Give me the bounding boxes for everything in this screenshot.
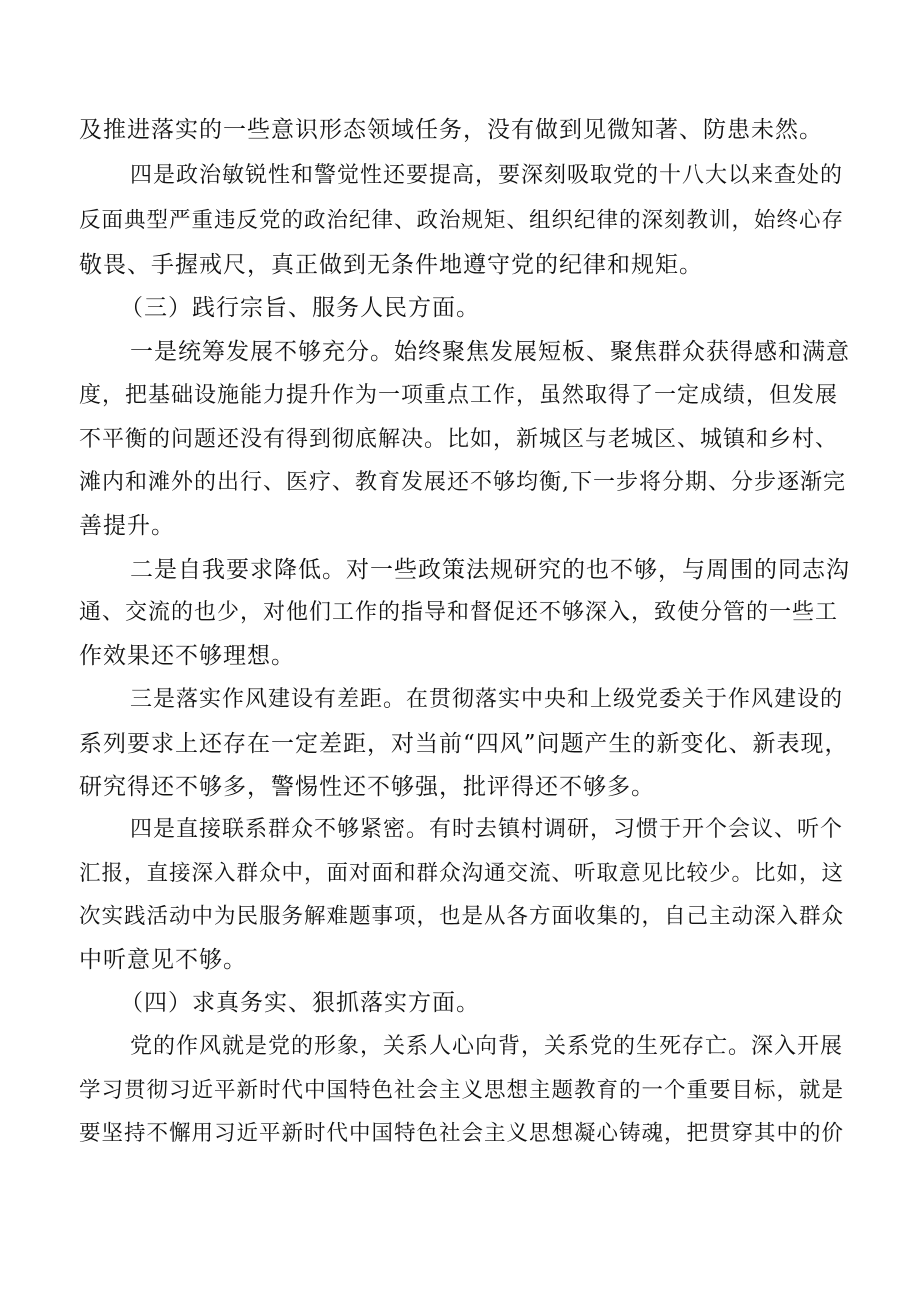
- text-line: 汇报，直接深入群众中，面对面和群众沟通交流、听取意见比较少。比如，这: [79, 861, 845, 886]
- text-line: 系列要求上还存在一定差距，对当前“四风”问题产生的新变化、新表现，: [79, 731, 849, 757]
- text-line: 反面典型严重违反党的政治纪律、政治规矩、组织纪律的深刻教训，始终心存: [79, 208, 845, 233]
- text-line: 中听意见不够。: [79, 947, 247, 973]
- text-line: 次实践活动中为民服务解难题事项，也是从各方面收集的，自己主动深入群众: [79, 904, 845, 929]
- text-line: 善提升。: [79, 513, 175, 539]
- section-heading: （四）求真务实、狠抓落实方面。: [120, 990, 480, 1016]
- text-line: 度，把基础设施能力提升作为一项重点工作，虽然取得了一定成绩，但发展: [79, 383, 839, 408]
- text-line: 一是统筹发展不够充分。始终聚焦发展短板、聚焦群众获得感和满意: [130, 339, 850, 365]
- text-line: 二是自我要求降低。对一些政策法规研究的也不够，与周围的同志沟: [130, 557, 850, 583]
- text-line: 三是落实作风建设有差距。在贯彻落实中央和上级党委关于作风建设的: [130, 687, 844, 712]
- text-line: 通、交流的也少，对他们工作的指导和督促还不够深入，致使分管的一些工: [79, 600, 839, 625]
- text-line: 不平衡的问题还没有得到彻底解决。比如，新城区与老城区、城镇和乡村、: [79, 427, 839, 452]
- text-line: 四是直接联系群众不够紧密。有时去镇村调研，习惯于开个会议、听个: [130, 817, 844, 842]
- text-line: 四是政治敏锐性和警觉性还要提高，要深刻吸取党的十八大以来查处的: [130, 163, 844, 188]
- text-line: 敬畏、手握戒尺，真正做到无条件地遵守党的纪律和规矩。: [79, 252, 703, 278]
- text-line: 研究得还不够多，警惕性还不够强，批评得还不够多。: [79, 774, 655, 800]
- section-heading: （三）践行宗旨、服务人民方面。: [120, 295, 480, 321]
- text-line: 滩内和滩外的出行、医疗、教育发展还不够均衡,下一步将分期、分步逐渐完: [79, 470, 846, 495]
- text-line: 及推进落实的一些意识形态领域任务，没有做到见微知著、防患未然。: [79, 117, 823, 143]
- text-line: 党的作风就是党的形象，关系人心向背，关系党的生死存亡。深入开展: [130, 1034, 844, 1059]
- text-line: 作效果还不够理想。: [79, 643, 295, 669]
- text-line: 学习贯彻习近平新时代中国特色社会主义思想主题教育的一个重要目标，就是: [79, 1078, 845, 1103]
- text-line: 要坚持不懈用习近平新时代中国特色社会主义思想凝心铸魂，把贯穿其中的价: [79, 1121, 845, 1146]
